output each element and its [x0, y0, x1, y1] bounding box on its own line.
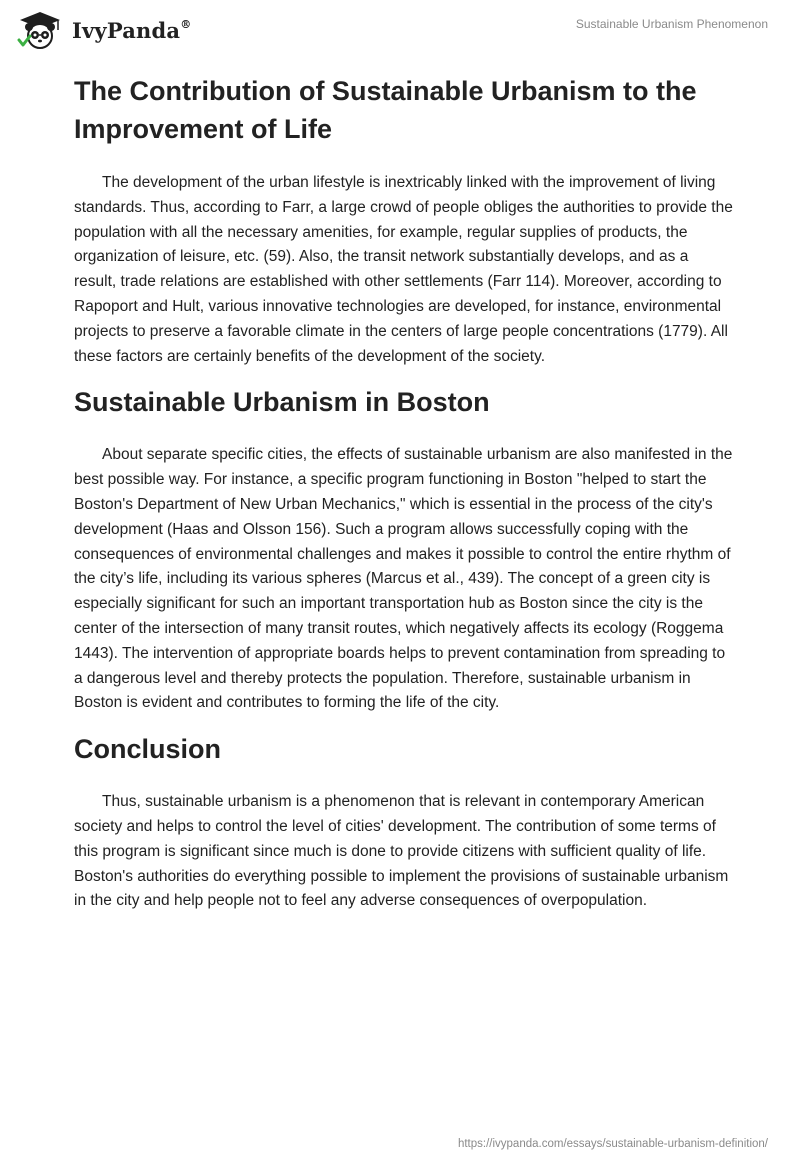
- section-heading: The Contribution of Sustainable Urbanism to the Improvement of Life: [74, 76, 697, 144]
- section-boston: [74, 383, 734, 716]
- logo-wordmark: IvyPanda®: [72, 17, 192, 43]
- essay-content: [74, 72, 734, 928]
- section-conclusion: [74, 730, 734, 914]
- section-paragraph: The development of the urban lifestyle is inextricably linked with the improvement of living standards. Thus, according to Farr, a large crowd of people obliges the authorities to provide the population with all the necessary amenities, for example, regular supplies of products, the organization of leisure, etc. (59). Also, the transit network substantially develops, and as a result, trade relations are established with other settlements (Farr 114). Moreover, according to Rapoport and Hult, various innovative technologies are developed, for instance, environmental projects to preserve a favorable climate in the centers of large people concentrations (1779). All these factors are certainly benefits of the development of the society.: [74, 174, 733, 365]
- section-heading: Sustainable Urbanism in Boston: [74, 387, 490, 418]
- source-url[interactable]: https://ivypanda.com/essays/sustainable-urbanism-definition/: [457, 1138, 768, 1150]
- page-header: [0, 0, 800, 60]
- section-paragraph: About separate specific cities, the effects of sustainable urbanism are also manifested in the best possible way. For instance, a specific program functioning in Boston "helped to start the Boston's Department of New Urban Mechanics," which is essential in the process of the city's development (Haas and Olsson 156). Such a program allows successfully coping with the consequences of environmental challenges and makes it possible to control the entire rhythm of the city’s life, including its various spheres (Marcus et al., 439). The concept of a green city is especially significant for such an important transportation hub as Boston since the city is the center of the intersection of many transit routes, which negatively affects its ecology (Roggema 1443). The intervention of appropriate boards helps to prevent contamination from spreading to a dangerous level and thereby protects the population. Therefore, sustainable urbanism in Boston is evident and contributes to forming the life of the city.: [74, 446, 733, 712]
- section-contribution: [74, 72, 734, 369]
- document-title: Sustainable Urbanism Phenomenon: [575, 17, 768, 31]
- panda-graduate-icon: [16, 10, 64, 50]
- ivypanda-logo[interactable]: [16, 10, 191, 50]
- registered-mark: ®: [180, 17, 192, 31]
- section-heading: Conclusion: [74, 734, 221, 765]
- section-paragraph: Thus, sustainable urbanism is a phenomenon that is relevant in contemporary American society and helps to control the level of cities' development. The contribution of some terms of this program is significant since much is done to provide citizens with sufficient quality of life. Boston's authorities do everything possible to implement the provisions of sustainable urbanism in the city and help people not to feel any adverse consequences of overpopulation.: [74, 793, 729, 910]
